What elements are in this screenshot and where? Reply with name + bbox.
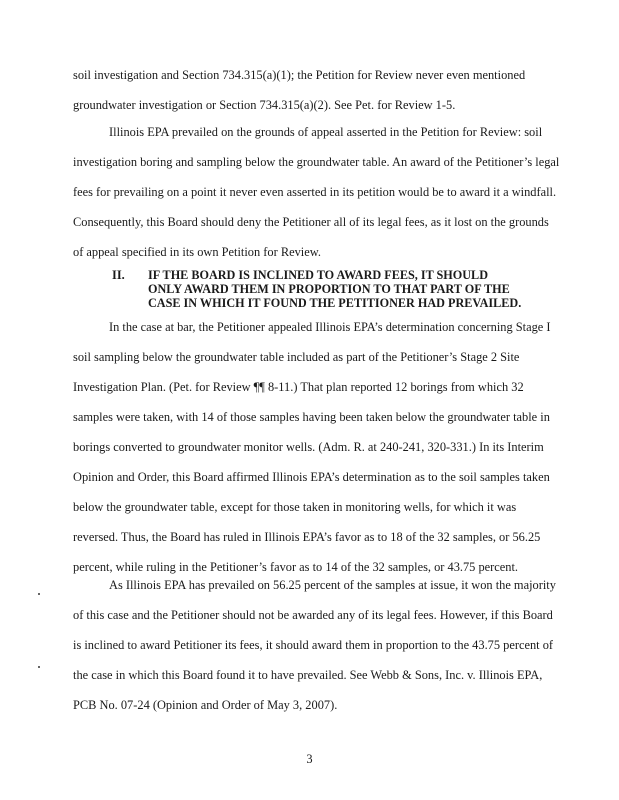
text-line: of appeal specified in its own Petition for Review. <box>73 245 321 259</box>
scan-speck <box>38 593 40 595</box>
heading-line: IF THE BOARD IS INCLINED TO AWARD FEES, IT SHOULD <box>148 268 488 282</box>
text-line: PCB No. 07-24 (Opinion and Order of May 3, 2007). <box>73 698 338 712</box>
text-line: Opinion and Order, this Board affirmed Illinois EPA’s determination as to the soil samples taken <box>73 470 550 484</box>
text-line: Consequently, this Board should deny the Petitioner all of its legal fees, as it lost on the grounds <box>73 215 549 229</box>
text-line: reversed. Thus, the Board has ruled in Illinois EPA’s favor as to 18 of the 32 samples, or 56.25 <box>73 530 541 544</box>
text-line: soil sampling below the groundwater table included as part of the Petitioner’s Stage 2 Site <box>73 350 520 364</box>
text-line: percent, while ruling in the Petitioner’s favor as to 14 of the 32 samples, or 43.75 percent. <box>73 560 519 574</box>
text-line: Illinois EPA prevailed on the grounds of appeal asserted in the Petition for Review: soil <box>109 125 543 139</box>
heading-line: ONLY AWARD THEM IN PROPORTION TO THAT PART OF THE <box>148 282 510 296</box>
text-line: the case in which this Board found it to have prevailed. See Webb & Sons, Inc. v. Illinois EPA, <box>73 668 543 682</box>
page-number: 3 <box>306 752 313 766</box>
text-line: In the case at bar, the Petitioner appealed Illinois EPA’s determination concerning Stage I <box>109 320 551 334</box>
text-line: borings converted to groundwater monitor wells. (Adm. R. at 240-241, 320-331.) In its Interim <box>73 440 544 454</box>
text-line: fees for prevailing on a point it never even asserted in its petition would be to award it a windfall. <box>73 185 557 199</box>
text-line: As Illinois EPA has prevailed on 56.25 percent of the samples at issue, it won the majority <box>109 578 556 592</box>
text-line: is inclined to award Petitioner its fees, it should award them in proportion to the 43.75 percent of <box>73 638 554 652</box>
text-line: below the groundwater table, except for those taken in monitoring wells, for which it was <box>73 500 517 514</box>
text-line: soil investigation and Section 734.315(a)(1); the Petition for Review never even mentioned <box>73 68 526 82</box>
scan-speck <box>38 666 40 668</box>
text-line: Investigation Plan. (Pet. for Review ¶¶ 8-11.) That plan reported 12 borings from which 32 <box>73 380 524 394</box>
text-line: of this case and the Petitioner should not be awarded any of its legal fees. However, if this Board <box>73 608 553 622</box>
text-line: groundwater investigation or Section 734.315(a)(2). See Pet. for Review 1-5. <box>73 98 456 112</box>
heading-line: CASE IN WHICH IT FOUND THE PETITIONER HAD PREVAILED. <box>148 296 522 310</box>
section-number: II. <box>112 268 125 282</box>
text-line: samples were taken, with 14 of those samples having been taken below the groundwater table in <box>73 410 550 424</box>
text-line: investigation boring and sampling below the groundwater table. An award of the Petitioner’s legal <box>73 155 560 169</box>
